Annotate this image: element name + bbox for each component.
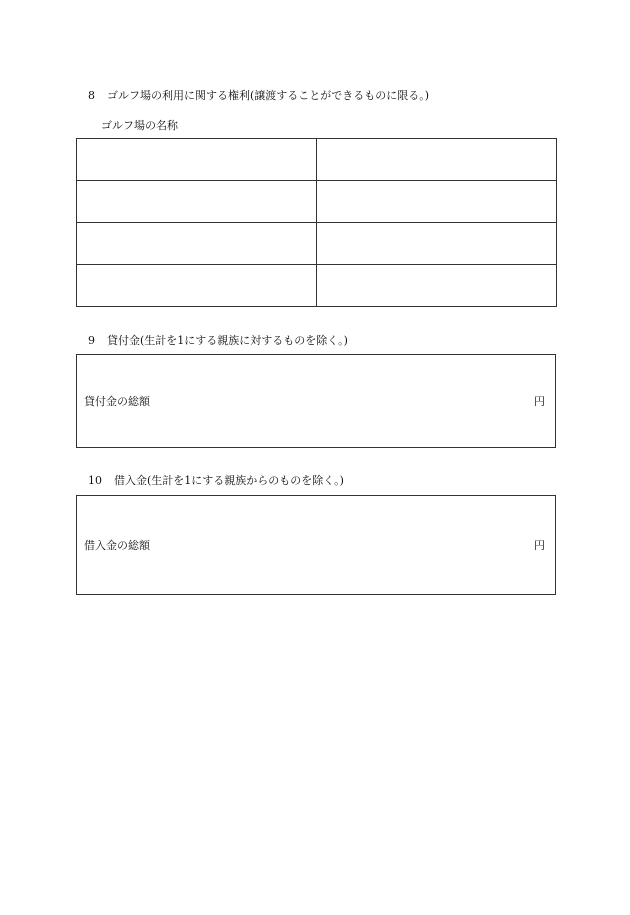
section-10-number: 10 — [88, 474, 102, 487]
table-row — [77, 139, 557, 181]
golf-course-name-cell[interactable] — [77, 139, 317, 181]
golf-course-name-cell[interactable] — [77, 223, 317, 265]
golf-course-name-cell[interactable] — [77, 265, 317, 307]
loan-payable-box — [76, 495, 556, 595]
table-row — [77, 265, 557, 307]
yen-unit-label: 円 — [534, 539, 545, 552]
golf-course-detail-cell[interactable] — [317, 223, 557, 265]
loan-receivable-box — [76, 354, 556, 448]
table-row — [77, 223, 557, 265]
section-9-number: 9 — [88, 334, 95, 347]
loan-payable-total-label: 借入金の総額 — [84, 539, 150, 552]
section-10-title: 借入金(生計を1にする親族からのものを除く。) — [114, 474, 344, 487]
section-9-heading — [88, 334, 348, 348]
golf-course-name-cell[interactable] — [77, 181, 317, 223]
golf-course-detail-cell[interactable] — [317, 139, 557, 181]
loan-receivable-total-label: 貸付金の総額 — [84, 395, 150, 408]
yen-unit-label: 円 — [534, 395, 545, 408]
golf-course-name-label: ゴルフ場の名称 — [101, 119, 178, 132]
golf-course-table — [76, 138, 557, 307]
golf-course-detail-cell[interactable] — [317, 265, 557, 307]
section-10-heading — [88, 474, 344, 488]
section-9-title: 貸付金(生計を1にする親族に対するものを除く。) — [107, 334, 348, 347]
golf-course-detail-cell[interactable] — [317, 181, 557, 223]
section-8-number: 8 — [88, 89, 95, 102]
section-8-heading — [88, 89, 429, 103]
section-8-title: ゴルフ場の利用に関する権利(譲渡することができるものに限る。) — [107, 89, 430, 102]
table-row — [77, 181, 557, 223]
